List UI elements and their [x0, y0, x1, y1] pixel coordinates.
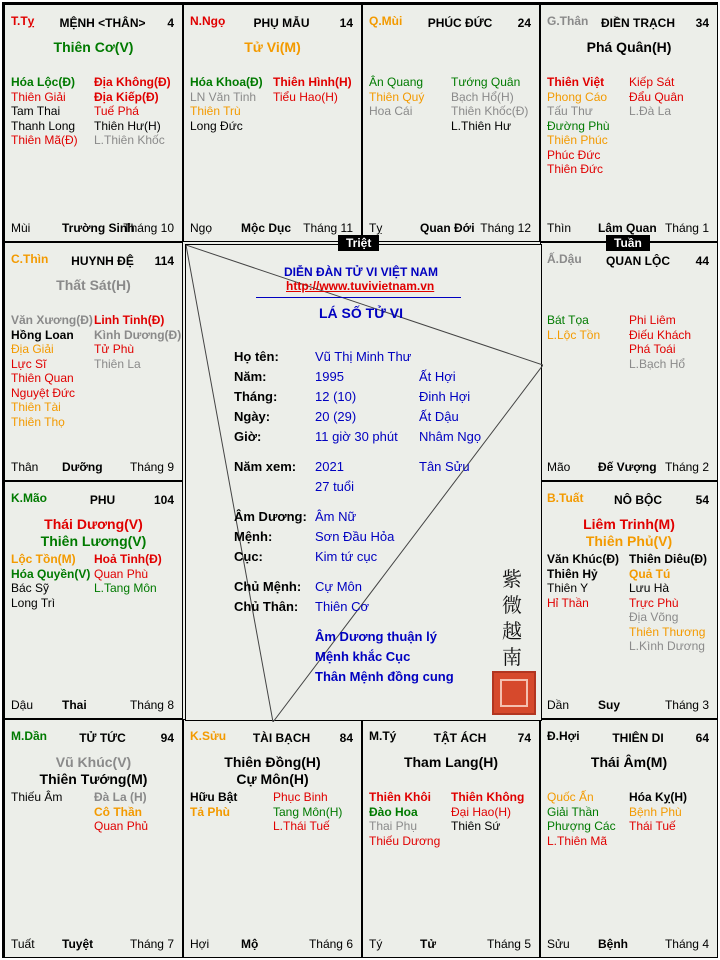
palace-name: THIÊN DI — [612, 731, 664, 745]
palace-name: TẬT ÁCH — [433, 731, 487, 745]
minor-star: Quốc Ấn — [547, 790, 594, 804]
main-star: Thiên Tướng(M) — [39, 771, 148, 787]
minor-star: Phong Cáo — [547, 89, 608, 104]
minor-star: Thiên Không — [451, 790, 525, 804]
palace-number: 14 — [339, 16, 353, 30]
palace-name: MỆNH <THÂN> — [59, 16, 146, 30]
minor-star: Thiên Đức — [547, 162, 604, 176]
nam-xem-label: Năm xem: — [234, 459, 297, 474]
life-stage: Thai — [62, 698, 87, 712]
life-stage: Tuyệt — [62, 937, 94, 951]
minor-star: Hỉ Thần — [547, 595, 589, 610]
palace-number: 24 — [517, 16, 531, 30]
minor-star: Thiên Trù — [190, 104, 241, 118]
minor-star: Tướng Quân — [451, 75, 521, 89]
heavenly-stem: Đ.Hợi — [547, 729, 580, 743]
earthly-branch: Thìn — [547, 221, 572, 235]
main-star: Thiên Đồng(H) — [224, 754, 321, 770]
minor-star: Địa Không(Đ) — [94, 75, 171, 89]
earthly-branch: Tý — [369, 937, 383, 951]
minor-star: Thiên Diêu(Đ) — [629, 552, 707, 566]
minor-star: Văn Khúc(Đ) — [547, 552, 619, 566]
palace-name: PHỤ MẪU — [253, 16, 310, 30]
info-label: Cục: — [234, 549, 263, 564]
info-label: Âm Dương: — [234, 509, 307, 524]
minor-star: Kiếp Sát — [629, 75, 675, 89]
life-stage: Bệnh — [598, 937, 628, 951]
life-stage: Tử — [420, 937, 437, 951]
minor-star: Hóa Khoa(Đ) — [190, 75, 263, 89]
main-star: Tham Lang(H) — [403, 754, 499, 770]
info-value: 11 giờ 30 phút — [315, 429, 398, 444]
life-stage: Mộ — [241, 937, 259, 951]
main-star: Liêm Trinh(M) — [583, 516, 675, 532]
palace-number: 44 — [695, 254, 709, 268]
info-label: Giờ: — [234, 429, 262, 444]
info-extra: Ất Dậu — [419, 409, 459, 424]
info-value: Kim tứ cục — [315, 549, 378, 564]
palace-ty2[interactable] — [362, 719, 540, 958]
minor-star: Tử Phù — [94, 342, 135, 356]
minor-star: Hữu Bật — [190, 790, 238, 804]
palace-name: PHÚC ĐỨC — [427, 16, 493, 30]
info-value: Cự Môn — [315, 579, 362, 594]
palace-number: 84 — [339, 731, 353, 745]
info-value: Sơn Đầu Hỏa — [315, 529, 395, 544]
palace-name: HUYNH ĐỆ — [71, 254, 134, 268]
forum-url[interactable]: http://www.tuvivietnam.vn — [286, 279, 435, 293]
main-star: Phá Quân(H) — [586, 39, 672, 55]
minor-star: L.Bạch Hổ — [629, 356, 686, 371]
info-label: Chủ Thân: — [234, 599, 299, 614]
divider — [256, 297, 461, 298]
month-label: Tháng 5 — [486, 937, 531, 951]
life-stage: Quan Đới — [420, 221, 475, 235]
info-extra: Ất Hợi — [419, 369, 456, 384]
earthly-branch: Sửu — [547, 937, 570, 951]
minor-star: Lộc Tồn(M) — [11, 552, 76, 566]
minor-star: Hóa Kỵ(H) — [629, 790, 688, 804]
minor-star: L.Thiên Hư — [451, 118, 512, 133]
minor-star: Hồng Loan — [11, 327, 74, 342]
chart-title: LÁ SỐ TỬ VI — [319, 305, 403, 321]
minor-star: Tam Thai — [11, 104, 61, 118]
palace-suu[interactable] — [183, 719, 362, 958]
palace-dau[interactable] — [540, 242, 718, 481]
minor-star: Ân Quang — [369, 75, 424, 89]
info-extra: Đinh Hợi — [419, 389, 471, 404]
palace-mao[interactable] — [4, 481, 183, 719]
month-label: Tháng 1 — [664, 221, 709, 235]
forum-name: DIỄN ĐÀN TỬ VI VIỆT NAM — [284, 265, 438, 279]
note: Âm Dương thuận lý — [315, 629, 437, 644]
month-label: Tháng 12 — [480, 221, 531, 235]
main-star: Cự Môn(H) — [236, 771, 309, 787]
minor-star: Giải Thần — [547, 804, 599, 819]
earthly-branch: Tuất — [11, 937, 35, 951]
minor-star: Phúc Đức — [547, 147, 601, 162]
minor-star: Đào Hoa — [369, 804, 418, 819]
main-star: Thiên Cơ(V) — [53, 39, 134, 55]
earthly-branch: Ngọ — [190, 221, 213, 235]
minor-star: Thiên Khốc(Đ) — [451, 104, 529, 118]
triet-tag: Triệt — [338, 235, 379, 251]
earthly-branch: Thân — [11, 460, 39, 474]
minor-star: Địa Kiếp(Đ) — [94, 89, 159, 104]
month-label: Tháng 2 — [664, 460, 709, 474]
month-label: Tháng 9 — [129, 460, 174, 474]
heavenly-stem: N.Ngọ — [190, 14, 226, 28]
note: Mệnh khắc Cục — [315, 649, 411, 664]
minor-star: Thiên Quý — [369, 89, 425, 104]
info-label: Họ tên: — [234, 349, 279, 364]
minor-star: Quan Phù — [94, 566, 149, 581]
life-stage: Dưỡng — [62, 460, 103, 474]
minor-star: Thiên La — [94, 356, 141, 371]
info-value: 12 (10) — [315, 389, 357, 404]
main-star: Thiên Lương(V) — [40, 533, 147, 549]
month-label: Tháng 6 — [308, 937, 353, 951]
palace-than[interactable] — [540, 4, 718, 242]
minor-star: Hoả Tinh(Đ) — [94, 552, 162, 566]
minor-star: Trực Phù — [629, 595, 679, 610]
info-value: Thiên Cơ — [315, 599, 370, 614]
minor-star: L.Thái Tuế — [273, 819, 330, 833]
info-value: 20 (29) — [315, 409, 357, 424]
minor-star: Bạch Hổ(H) — [451, 89, 514, 104]
life-stage: Suy — [598, 698, 621, 712]
minor-star: Thiên Khôi — [369, 790, 431, 804]
minor-star: Thiên Hình(H) — [273, 75, 352, 89]
calligraphy-char: 越 — [502, 619, 522, 643]
minor-star: Long Trì — [11, 595, 56, 610]
minor-star: Phượng Các — [547, 819, 616, 833]
minor-star: Thiên Hư(H) — [94, 118, 161, 133]
palace-name: TỬ TỨC — [79, 731, 126, 745]
minor-star: Tả Phù — [190, 804, 231, 819]
month-label: Tháng 10 — [123, 221, 174, 235]
minor-star: Quan Phủ — [94, 819, 149, 833]
palace-name: ĐIỀN TRẠCH — [601, 16, 675, 30]
heavenly-stem: Ấ.Dậu — [547, 252, 582, 266]
palace-number: 104 — [153, 493, 174, 507]
palace-number: 4 — [167, 16, 174, 30]
earthly-branch: Mão — [547, 460, 571, 474]
age: 27 tuổi — [315, 479, 355, 494]
minor-star: Bác Sỹ — [11, 581, 50, 595]
minor-star: Đẩu Quân — [629, 89, 684, 104]
minor-star: Địa Võng — [629, 610, 679, 624]
minor-star: Thiên Hỷ — [547, 566, 598, 581]
minor-star: Hoa Cái — [369, 104, 413, 118]
seal-stamp — [492, 671, 536, 715]
heavenly-stem: B.Tuất — [547, 491, 584, 505]
earthly-branch: Dậu — [11, 698, 34, 712]
minor-star: Lực Sĩ — [11, 356, 47, 371]
calligraphy-char: 南 — [502, 645, 522, 669]
palace-thin[interactable] — [4, 242, 183, 481]
minor-star: Long Đức — [190, 118, 243, 133]
earthly-branch: Tỵ — [369, 221, 383, 235]
minor-star: Tuế Phá — [94, 104, 139, 118]
minor-star: Thiên Thọ — [11, 414, 65, 429]
main-star: Thái Dương(V) — [44, 516, 143, 532]
life-stage: Lâm Quan — [598, 221, 657, 235]
minor-star: L.Thiên Mã — [547, 833, 608, 848]
minor-star: Quả Tú — [629, 566, 671, 581]
tuan-tag: Tuần — [606, 235, 650, 251]
heavenly-stem: K.Sửu — [190, 729, 227, 743]
minor-star: L.Thiên Khốc — [94, 133, 165, 147]
minor-star: Đà La (H) — [94, 790, 147, 804]
heavenly-stem: M.Tý — [369, 729, 397, 743]
palace-dan[interactable] — [4, 719, 183, 958]
palace-number: 74 — [517, 731, 531, 745]
earthly-branch: Mùi — [11, 221, 31, 235]
minor-star: Địa Giải — [11, 342, 54, 356]
info-label: Ngày: — [234, 409, 271, 424]
minor-star: Bệnh Phù — [629, 804, 682, 819]
minor-star: Lưu Hà — [629, 581, 670, 595]
minor-star: Thanh Long — [11, 118, 76, 133]
palace-name: QUAN LỘC — [606, 254, 670, 268]
palace-name: TÀI BẠCH — [252, 731, 311, 745]
palace-hoi[interactable] — [540, 719, 718, 958]
main-star: Thiên Phủ(V) — [585, 533, 673, 549]
palace-number: 54 — [695, 493, 709, 507]
info-value: Âm Nữ — [315, 509, 357, 524]
minor-star: Thiên Giải — [11, 89, 66, 104]
info-label: Mệnh: — [234, 529, 273, 544]
palace-number: 34 — [695, 16, 709, 30]
minor-star: Thiên Mã(Đ) — [11, 133, 78, 147]
palace-number: 94 — [160, 731, 174, 745]
info-extra: Nhâm Ngọ — [419, 429, 482, 444]
minor-star: Đường Phù — [547, 118, 610, 133]
month-label: Tháng 11 — [303, 221, 353, 235]
heavenly-stem: G.Thân — [547, 14, 589, 28]
month-label: Tháng 4 — [664, 937, 709, 951]
minor-star: Thiên Thương — [629, 624, 706, 639]
minor-star: L.Kình Dương — [629, 639, 705, 653]
minor-star: Văn Xương(Đ) — [11, 313, 93, 327]
calligraphy-char: 紫 — [502, 567, 522, 591]
nam-xem-value: 2021 — [315, 459, 344, 474]
month-label: Tháng 3 — [664, 698, 709, 712]
minor-star: Phi Liêm — [629, 313, 676, 327]
minor-star: Bát Tọa — [547, 313, 589, 327]
month-label: Tháng 7 — [129, 937, 174, 951]
info-label: Tháng: — [234, 389, 278, 404]
palace-ty[interactable] — [4, 4, 183, 242]
minor-star: Tấu Thư — [547, 104, 593, 118]
minor-star: L.Tang Môn — [94, 581, 157, 595]
palace-tuat[interactable] — [540, 481, 718, 719]
earthly-branch: Hợi — [190, 937, 210, 951]
palace-ngo[interactable] — [183, 4, 362, 242]
minor-star: Linh Tinh(Đ) — [94, 313, 165, 327]
main-star: Tử Vi(M) — [244, 39, 301, 55]
heavenly-stem: C.Thìn — [11, 252, 49, 266]
minor-star: L.Lộc Tồn — [547, 327, 601, 342]
main-star: Vũ Khúc(V) — [55, 754, 132, 770]
info-value: 1995 — [315, 369, 344, 384]
minor-star: Đại Hao(H) — [451, 804, 512, 819]
minor-star: Thiên Việt — [547, 75, 605, 89]
minor-star: L.Đà La — [629, 104, 672, 118]
life-stage: Đế Vượng — [598, 460, 657, 474]
nam-xem-extra: Tân Sửu — [419, 459, 470, 474]
minor-star: Phá Toái — [629, 342, 676, 356]
minor-star: LN Văn Tinh — [190, 89, 257, 104]
heavenly-stem: Q.Mùi — [369, 14, 403, 28]
minor-star: Thiếu Dương — [369, 833, 441, 848]
minor-star: Hóa Quyền(V) — [11, 566, 91, 581]
life-stage: Trường Sinh — [62, 221, 135, 235]
minor-star: Nguyệt Đức — [11, 385, 76, 400]
minor-star: Thiên Y — [547, 581, 589, 595]
info-value: Vũ Thị Minh Thư — [315, 349, 412, 364]
palace-name: NÔ BỘC — [614, 493, 662, 507]
minor-star: Thai Phụ — [369, 819, 418, 833]
life-stage: Mộc Dục — [241, 221, 292, 235]
main-star: Thái Âm(M) — [590, 754, 668, 770]
minor-star: Điếu Khách — [629, 327, 692, 342]
month-label: Tháng 8 — [129, 698, 174, 712]
note: Thân Mệnh đồng cung — [315, 669, 454, 684]
heavenly-stem: T.Tỵ — [11, 14, 35, 28]
heavenly-stem: M.Dần — [11, 729, 47, 743]
earthly-branch: Dần — [547, 698, 570, 712]
minor-star: Thiếu Âm — [11, 790, 63, 804]
minor-star: Thiên Sứ — [451, 819, 501, 833]
minor-star: Thiên Quan — [11, 371, 74, 385]
minor-star: Hóa Lộc(Đ) — [11, 75, 75, 89]
main-star: Thất Sát(H) — [56, 277, 131, 293]
minor-star: Thiên Tài — [11, 400, 61, 414]
info-label: Năm: — [234, 369, 267, 384]
minor-star: Kình Dương(Đ) — [94, 327, 182, 342]
minor-star: Tang Môn(H) — [273, 804, 343, 819]
info-label: Chủ Mệnh: — [234, 579, 302, 594]
palace-name: PHU — [89, 493, 116, 507]
heavenly-stem: K.Mão — [11, 491, 47, 505]
minor-star: Tiểu Hao(H) — [273, 89, 338, 104]
minor-star: Thái Tuế — [629, 819, 676, 833]
minor-star: Cô Thần — [94, 804, 142, 819]
center-panel — [185, 244, 542, 721]
calligraphy-char: 微 — [502, 593, 522, 617]
palace-mui[interactable] — [362, 4, 540, 242]
palace-number: 64 — [695, 731, 709, 745]
minor-star: Phục Binh — [273, 790, 328, 804]
palace-number: 114 — [154, 254, 174, 268]
minor-star: Thiên Phúc — [547, 133, 608, 147]
horoscope-chart — [2, 2, 718, 958]
